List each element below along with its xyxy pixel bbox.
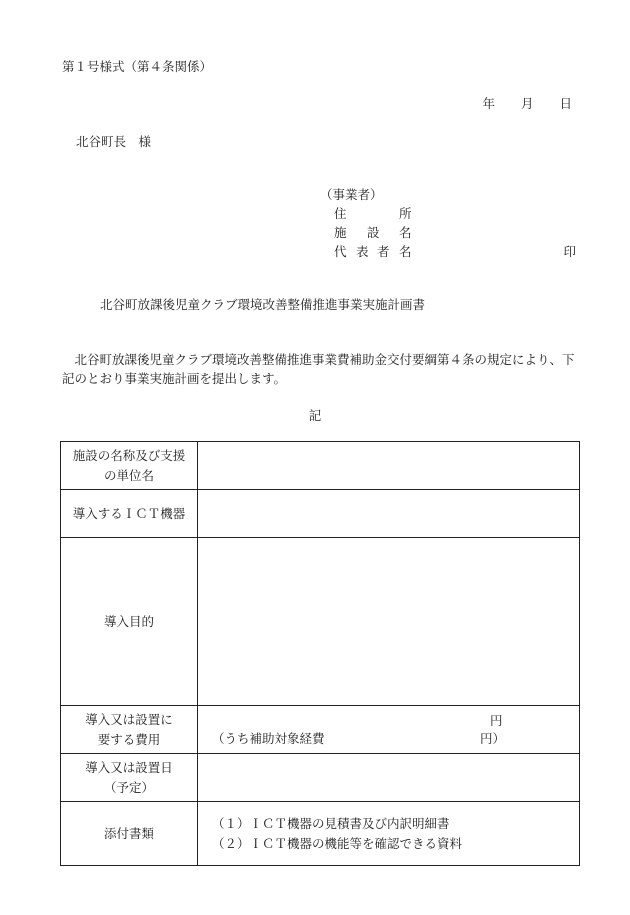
facility-name-field[interactable] (198, 442, 580, 490)
applicant-block (320, 186, 582, 262)
document-title: 北谷町放課後児童クラブ環境改善整備推進事業実施計画書 (100, 297, 426, 312)
plan-table (60, 441, 580, 866)
table-row (61, 442, 580, 490)
body-text: 北谷町放課後児童クラブ環境改善整備推進事業費補助金交付要綱第４条の規定により、下記のとおり事業実施計画を提出します。 (62, 352, 575, 387)
install-date-field[interactable] (198, 754, 580, 802)
representative-label: 代 表 者 名 印 (320, 243, 582, 262)
addressee: 北谷町長 様 (76, 134, 152, 149)
applicant-heading: （事業者） (320, 187, 383, 202)
ki-heading: 記 (308, 408, 322, 423)
subsidy-label: （うち補助対象経費 (212, 730, 325, 746)
subsidy-yen-unit: 円） (480, 730, 506, 746)
cost-label-cell: 導入又は設置に 要する費用 (61, 706, 198, 754)
install-date-label-cell: 導入又は設置日 （予定） (61, 754, 198, 802)
attachments-cell (198, 802, 580, 866)
table-row (61, 538, 580, 706)
cost-yen-unit: 円 (490, 712, 503, 728)
cost-field[interactable] (198, 706, 580, 754)
form-number: 第１号様式（第４条関係） (62, 59, 213, 74)
date-month: 月 (520, 96, 534, 111)
facility-name-label: 施 設 名 (334, 225, 412, 240)
attachment-item: （１）ＩＣＴ機器の見積書及び内訳明細書 (212, 816, 450, 832)
ict-device-label-cell: 導入するＩＣＴ機器 (61, 490, 198, 538)
attachments-label-cell: 添付書類 (61, 802, 198, 866)
table-row (61, 490, 580, 538)
date-line (460, 95, 572, 114)
purpose-label-cell: 導入目的 (61, 538, 198, 706)
table-row (61, 754, 580, 802)
ict-device-field[interactable] (198, 490, 580, 538)
seal-mark: 印 (563, 244, 576, 259)
date-day: 日 (559, 96, 572, 111)
attachment-item: （２）ＩＣＴ機器の機能等を確認できる資料 (212, 835, 463, 851)
table-row (61, 802, 580, 866)
purpose-field[interactable] (198, 538, 580, 706)
table-row (61, 706, 580, 754)
date-year: 年 (482, 96, 495, 111)
facility-name-label-cell: 施設の名称及び支援 の単位名 (61, 442, 198, 490)
address-label: 住 所 (334, 206, 412, 221)
